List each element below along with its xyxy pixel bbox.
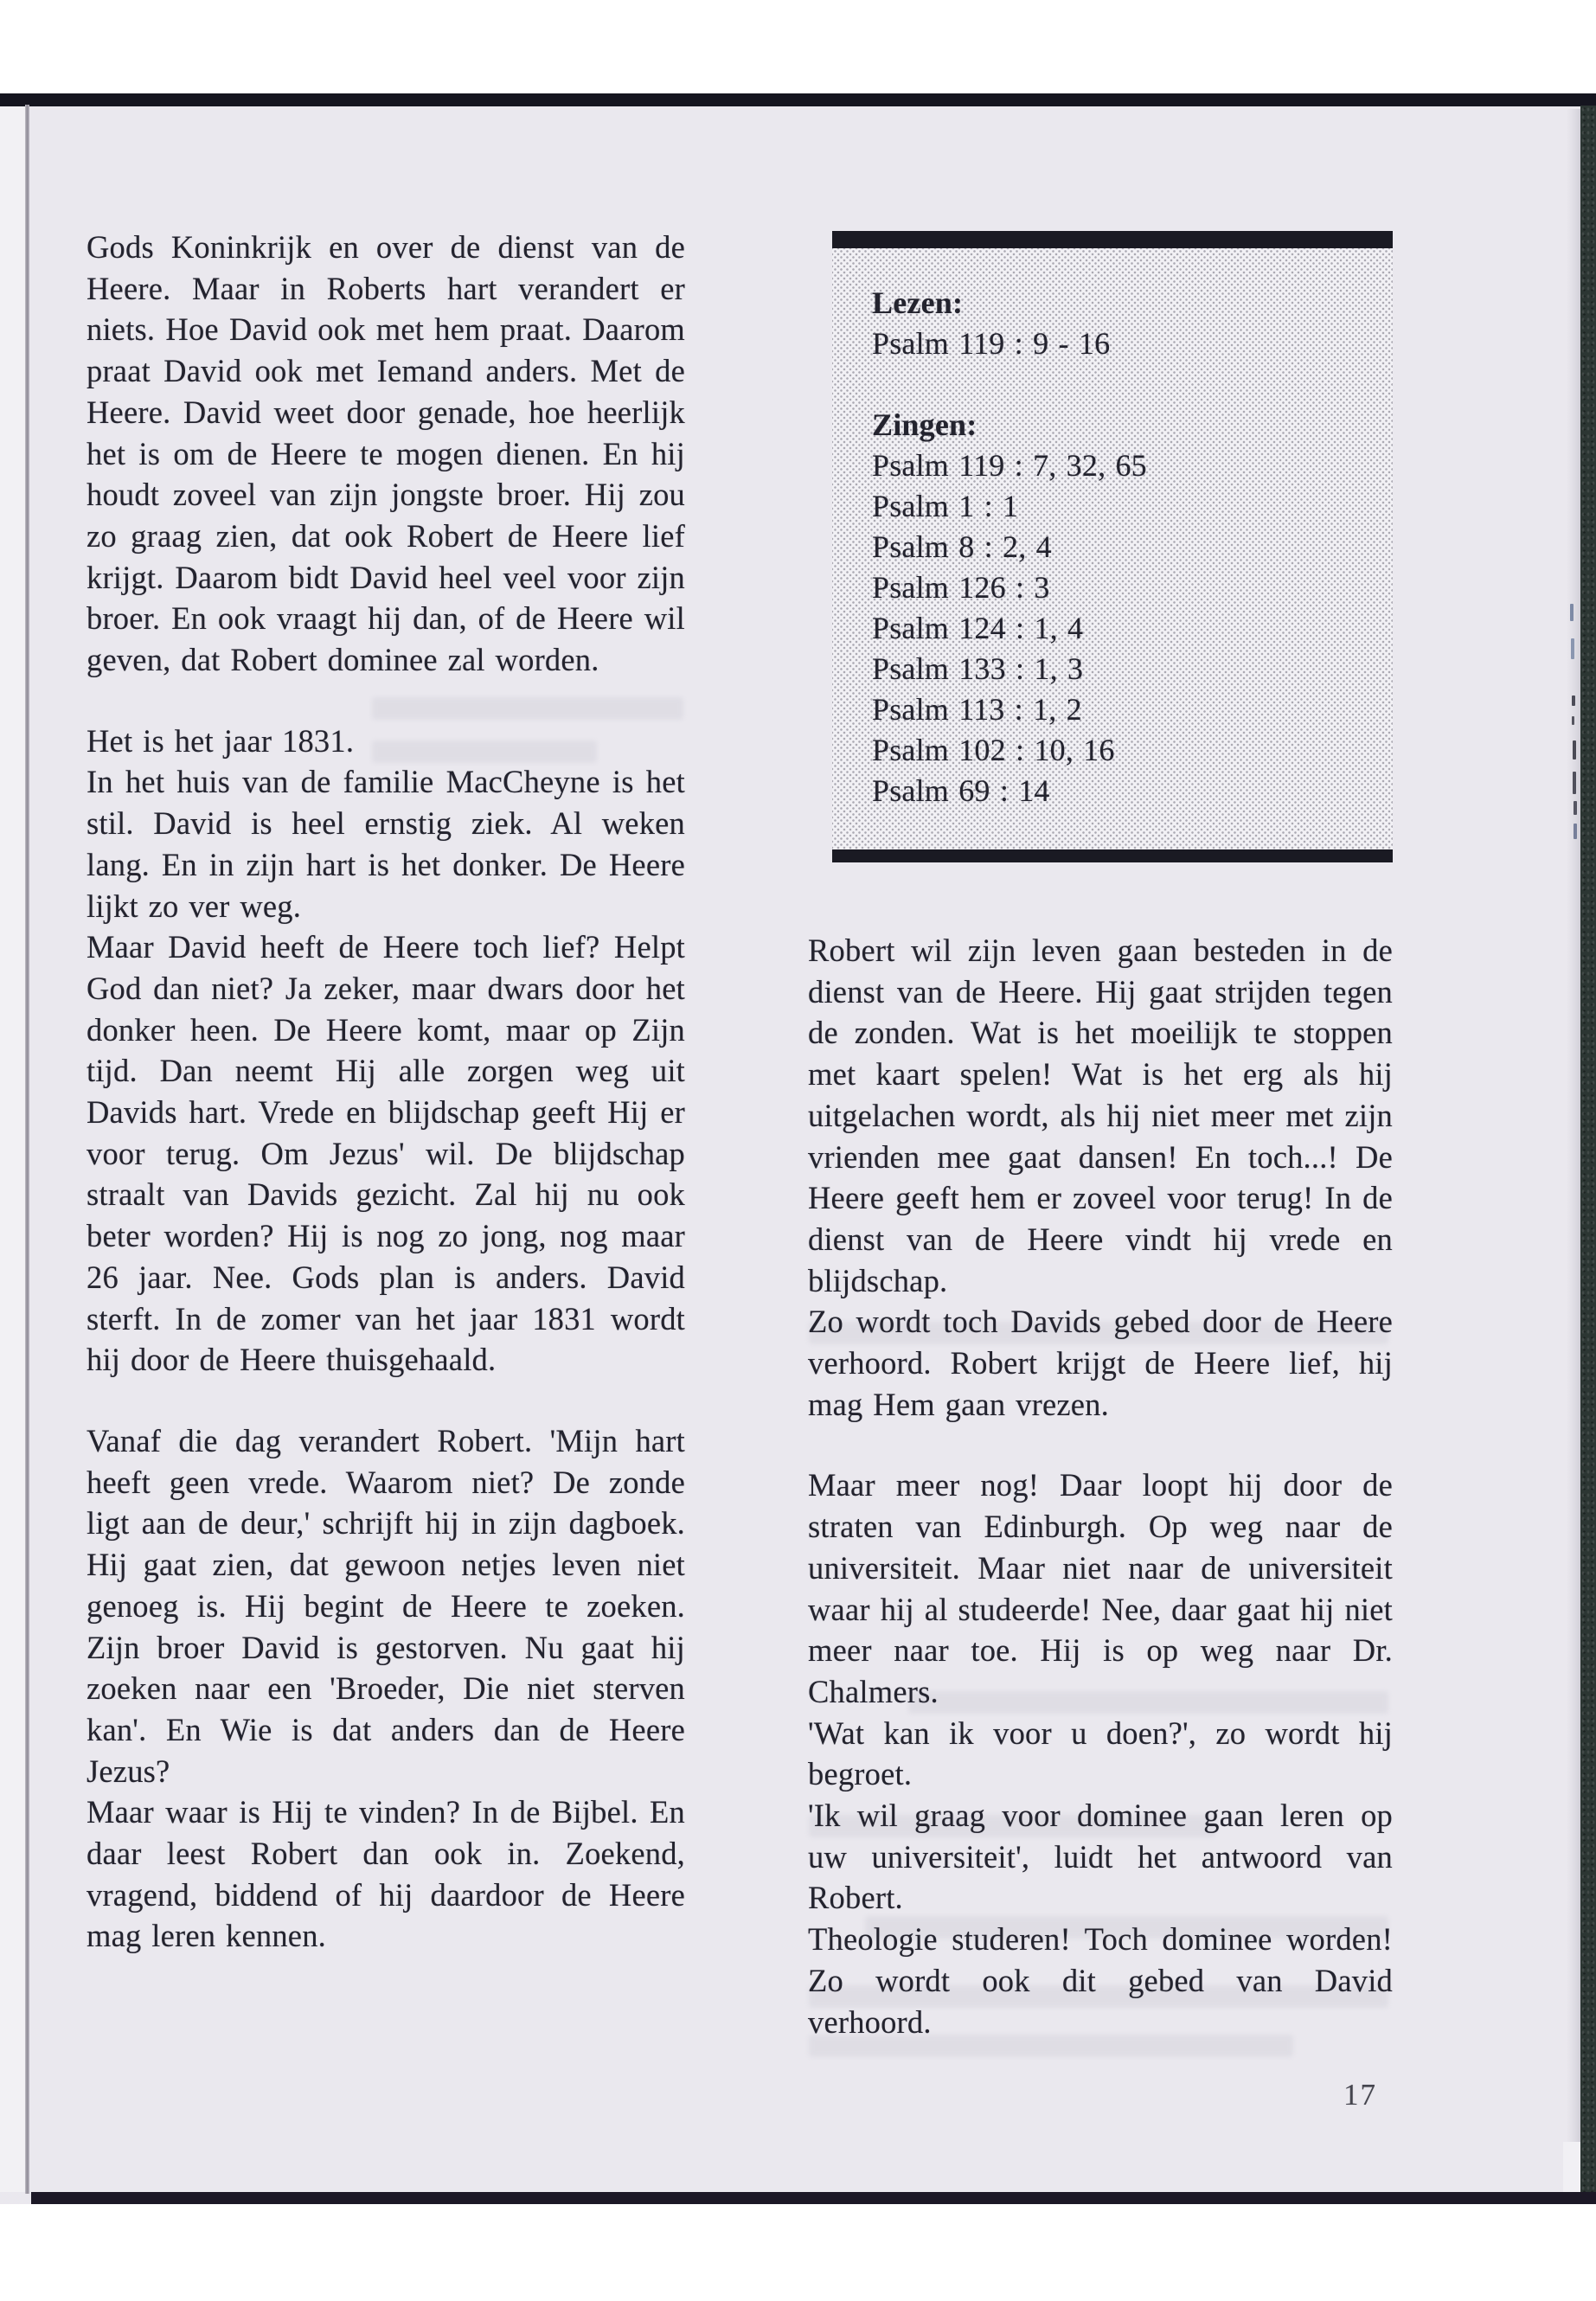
- page-edge-mark: [1573, 740, 1576, 760]
- paragraph-gap: [808, 1425, 1393, 1465]
- lezen-reference: Psalm 119 : 9 - 16: [872, 326, 1111, 361]
- page-edge-mark: [1572, 695, 1575, 706]
- psalm-list-item: Psalm 69 : 14: [872, 773, 1050, 808]
- gutter-shadow-line: [25, 105, 29, 2194]
- paragraph-gap: [87, 1381, 685, 1420]
- right-column-text: [808, 930, 1393, 2042]
- page-edge-mark: [1571, 638, 1574, 659]
- page-edge-mark: [1574, 801, 1577, 815]
- gutter-page-strip: [0, 106, 25, 2192]
- liturgy-box: [832, 231, 1393, 862]
- liturgy-box-top-rule: [832, 231, 1393, 248]
- paragraph: 'Ik wil graag voor dominee gaan leren op uw universiteit', luidt het antwoord van Robert.: [808, 1798, 1393, 1916]
- liturgy-box-body: [832, 248, 1393, 849]
- psalm-list-item: Psalm 113 : 1, 2: [872, 692, 1082, 727]
- paragraph-gap: [87, 681, 685, 721]
- right-page-edge: [1567, 109, 1581, 2192]
- paragraph: Gods Koninkrijk en over de dienst van de Heere. Maar in Roberts hart verandert er niets. Hoe David ook met hem praat. Daarom praat David ook met Iemand anders. Met de Heere. David weet door genade, hoe heerlijk het is om de Heere te mogen dienen. En hij houdt zoveel van zijn jongste broer. Hij zou zo graag zien, dat ook Robert de Heere lief krijgt. Daarom bidt David heel veel voor zijn broer. En ook vraagt hij dan, of de Heere wil geven, dat Robert dominee zal worden.: [87, 229, 685, 678]
- paragraph: Zo wordt toch Davids gebed door de Heere verhoord. Robert krijgt de Heere lief, hij mag Hem gaan vrezen.: [808, 1304, 1393, 1422]
- psalm-list-item: Psalm 124 : 1, 4: [872, 611, 1084, 645]
- page-edge-mark: [1572, 716, 1574, 725]
- book-cover-edge: [1580, 106, 1596, 2204]
- paragraph: Theologie studeren! Toch dominee worden! Zo wordt ook dit gebed van David verhoord.: [808, 1921, 1393, 2040]
- paragraph: In het huis van de familie MacCheyne is het stil. David is heel ernstig ziek. Al weken lang. En in zijn hart is het donker. De Heere lijkt zo ver weg.: [87, 764, 685, 924]
- paragraph: Vanaf die dag verandert Robert. 'Mijn hart heeft geen vrede. Waarom niet? De zonde ligt aan de deur,' schrijft hij in zijn dagboek. Hij gaat zien, dat gewoon netjes leven niet genoeg is. Hij begint de Heere te zoeken. Zijn broer David is gestorven. Nu gaat hij zoeken naar een 'Broeder, Die niet sterven kan'. En Wie is dat anders dan de Heere Jezus?: [87, 1422, 685, 1789]
- page-top-edge-shadow: [12, 93, 1596, 106]
- page-bottom-edge-shadow: [31, 2192, 1596, 2204]
- paragraph: Maar meer nog! Daar loopt hij door de straten van Edinburgh. Op weg naar de universiteit. Maar niet naar de universiteit waar hij al studeerde! Nee, daar gaat hij niet meer naar toe. Hij is op weg naar Dr. Chalmers.: [808, 1467, 1393, 1709]
- paragraph: Maar waar is Hij te vinden? In de Bijbel. En daar leest Robert dan ook in. Zoekend, vragend, biddend of hij daardoor de Heere mag leren kennen.: [87, 1794, 685, 1954]
- psalm-list-item: Psalm 126 : 3: [872, 570, 1050, 605]
- psalm-list-item: Psalm 8 : 2, 4: [872, 529, 1052, 564]
- page-edge-mark: [1570, 604, 1574, 621]
- liturgy-box-bottom-rule: [832, 849, 1393, 862]
- psalm-list-item: Psalm 102 : 10, 16: [872, 733, 1115, 767]
- psalm-list-item: Psalm 119 : 7, 32, 65: [872, 448, 1147, 483]
- paragraph: 'Wat kan ik voor u doen?', zo wordt hij begroet.: [808, 1715, 1393, 1792]
- page-number: 17: [1343, 2078, 1377, 2112]
- right-text-column: [808, 231, 1393, 2042]
- psalm-list-item: Psalm 133 : 1, 3: [872, 651, 1084, 686]
- blank-line: [872, 364, 1375, 405]
- paragraph: Het is het jaar 1831.: [87, 722, 355, 759]
- page-edge-mark: [1574, 824, 1577, 839]
- left-text-column: [87, 227, 685, 1957]
- paragraph: Maar David heeft de Heere toch lief? Helpt God dan niet? Ja zeker, maar dwars door het donker heen. De Heere komt, maar op Zijn tijd. Dan neemt Hij alle zorgen weg uit Davids hart. Vrede en blijdschap geeft Hij er voor terug. Om Jezus' wil. De blijdschap straalt van Davids gezicht. Zal hij nu ook beter worden? Hij is nog zo jong, nog maar 26 jaar. Nee. Gods plan is anders. David sterft. In de zomer van het jaar 1831 wordt hij door de Heere thuisgehaald.: [87, 929, 685, 1378]
- paragraph: Robert wil zijn leven gaan besteden in de dienst van de Heere. Hij gaat strijden tegen de zonden. Wat is het moeilijk te stoppen met kaart spelen! Wat is het erg als hij uitgelachen wordt, als hij niet meer met zijn vrienden mee gaat dansen! En toch...! De Heere geeft hem er zoveel voor terug! In de dienst van de Heere vindt hij vrede en blijdschap.: [808, 933, 1393, 1298]
- book-page-photo: [0, 93, 1596, 2204]
- zingen-heading: Zingen:: [872, 407, 977, 442]
- psalm-list-item: Psalm 1 : 1: [872, 489, 1019, 523]
- page-edge-mark: [1573, 772, 1576, 794]
- lezen-heading: Lezen:: [872, 285, 964, 320]
